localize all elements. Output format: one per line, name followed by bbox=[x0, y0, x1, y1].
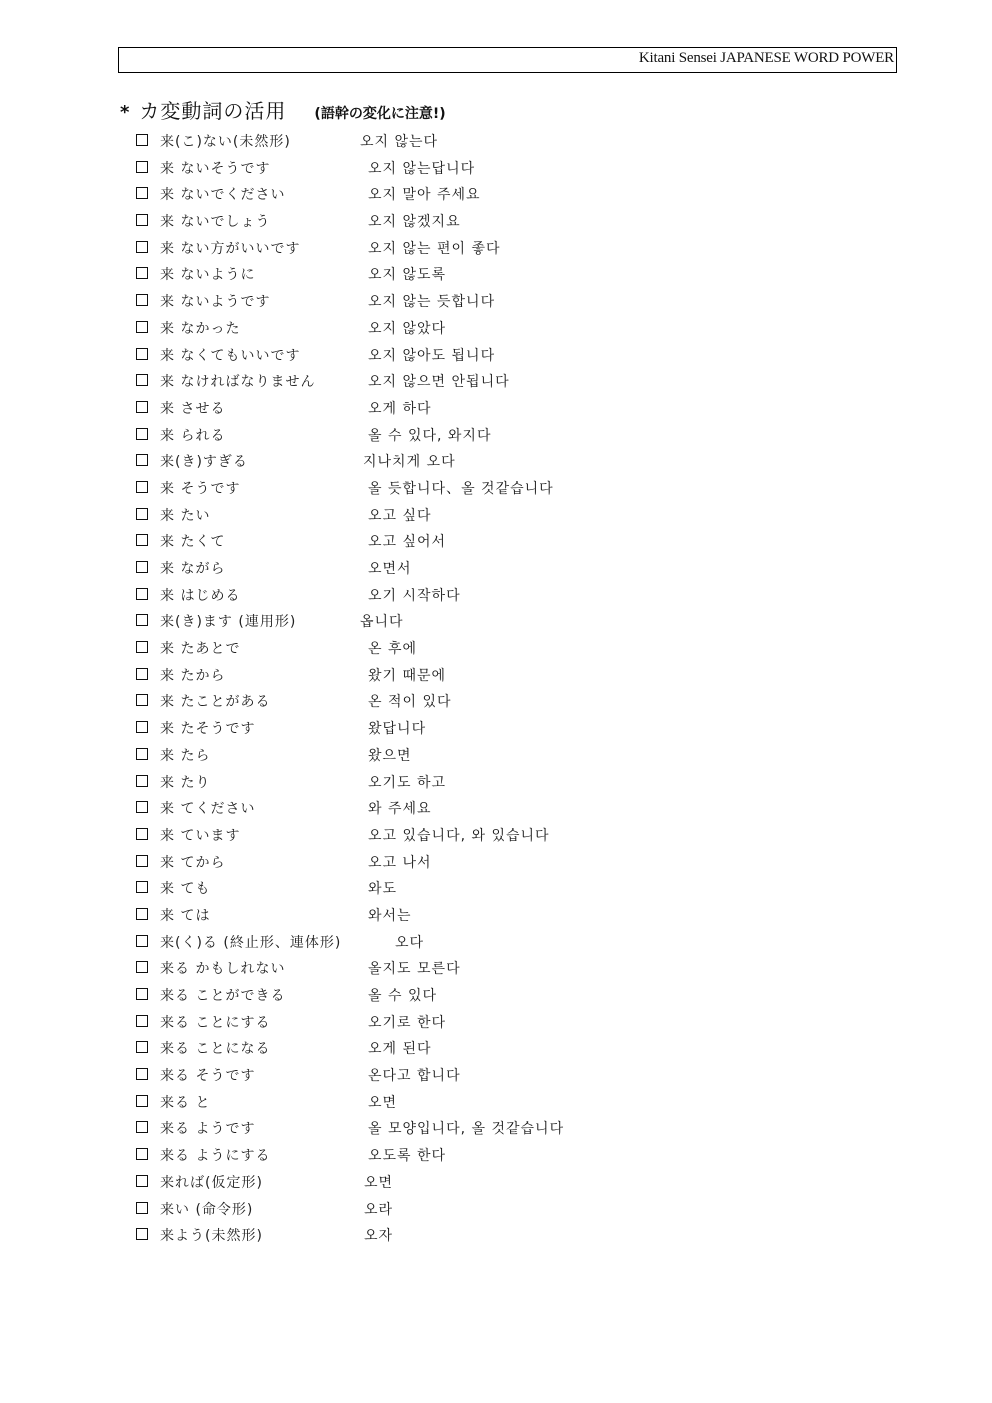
checkbox[interactable] bbox=[136, 508, 148, 520]
korean-meaning: 오지 않는 듯합니다 bbox=[368, 294, 496, 311]
list-item bbox=[136, 688, 696, 715]
list-item bbox=[136, 1009, 696, 1036]
checkbox[interactable] bbox=[136, 1202, 148, 1214]
korean-meaning: 오고 나서 bbox=[368, 854, 432, 871]
list-item bbox=[136, 368, 696, 395]
list-item bbox=[136, 1222, 696, 1249]
japanese-form: 来 たあとで bbox=[160, 641, 241, 658]
list-item bbox=[136, 1196, 696, 1223]
page-header bbox=[118, 47, 897, 73]
list-item bbox=[136, 982, 696, 1009]
list-item bbox=[136, 662, 696, 689]
list-item bbox=[136, 795, 696, 822]
checkbox[interactable] bbox=[136, 321, 148, 333]
japanese-form: 来 てください bbox=[160, 801, 256, 818]
japanese-form: 来よう(未然形) bbox=[160, 1228, 263, 1245]
checkbox[interactable] bbox=[136, 641, 148, 653]
japanese-form: 来る ことにする bbox=[160, 1014, 271, 1031]
korean-meaning: 오지 않는답니다 bbox=[368, 160, 476, 177]
list-item bbox=[136, 502, 696, 529]
list-item bbox=[136, 475, 696, 502]
japanese-form: 来 なくてもいいです bbox=[160, 347, 301, 364]
japanese-form: 来(き)すぎる bbox=[160, 454, 248, 471]
list-item bbox=[136, 128, 696, 155]
list-item bbox=[136, 342, 696, 369]
japanese-form: 来 たり bbox=[160, 774, 211, 791]
korean-meaning: 올지도 모른다 bbox=[368, 961, 461, 978]
korean-meaning: 올 듯합니다、올 것같습니다 bbox=[368, 480, 554, 497]
japanese-form: 来 させる bbox=[160, 400, 226, 417]
korean-meaning: 왔으면 bbox=[368, 747, 412, 764]
list-item bbox=[136, 208, 696, 235]
korean-meaning: 왔답니다 bbox=[368, 721, 427, 738]
japanese-form: 来 たい bbox=[160, 507, 211, 524]
list-item bbox=[136, 929, 696, 956]
korean-meaning: 오지 않도록 bbox=[368, 267, 447, 284]
checkbox[interactable] bbox=[136, 374, 148, 386]
korean-meaning: 지나치게 오다 bbox=[363, 454, 456, 471]
header-title: Kitani Sensei JAPANESE WORD POWER bbox=[638, 50, 894, 66]
korean-meaning: 옵니다 bbox=[360, 614, 404, 631]
checkbox[interactable] bbox=[136, 828, 148, 840]
korean-meaning: 온다고 합니다 bbox=[368, 1068, 461, 1085]
korean-meaning: 오면 bbox=[364, 1174, 394, 1191]
list-item bbox=[136, 875, 696, 902]
korean-meaning: 오지 않는다 bbox=[360, 134, 439, 150]
list-item bbox=[136, 288, 696, 315]
japanese-form: 来 ないでしょう bbox=[160, 214, 271, 231]
korean-meaning: 오지 않는 편이 좋다 bbox=[368, 240, 501, 257]
korean-meaning: 온 적이 있다 bbox=[368, 694, 452, 711]
korean-meaning: 오기도 하고 bbox=[368, 774, 447, 791]
korean-meaning: 오고 싶어서 bbox=[368, 534, 447, 551]
korean-meaning: 올 모양입니다, 올 것같습니다 bbox=[368, 1121, 565, 1138]
list-item bbox=[136, 1115, 696, 1142]
korean-meaning: 올 수 있다 bbox=[368, 988, 437, 1004]
korean-meaning: 오고 싶다 bbox=[368, 507, 432, 524]
korean-meaning: 오면서 bbox=[368, 561, 412, 577]
korean-meaning: 와도 bbox=[368, 881, 398, 898]
japanese-form: 来 なかった bbox=[160, 320, 241, 337]
japanese-form: 来(き)ます (連用形) bbox=[160, 614, 297, 631]
list-item bbox=[136, 715, 696, 742]
checkbox[interactable] bbox=[136, 1041, 148, 1053]
checkbox[interactable] bbox=[136, 481, 148, 493]
japanese-form: 来 たことがある bbox=[160, 694, 271, 711]
checkbox[interactable] bbox=[136, 721, 148, 733]
checkbox[interactable] bbox=[136, 881, 148, 893]
list-item bbox=[136, 822, 696, 849]
list-item bbox=[136, 742, 696, 769]
list-item bbox=[136, 1169, 696, 1196]
heading-bullet: * bbox=[120, 102, 130, 123]
list-item bbox=[136, 528, 696, 555]
korean-meaning: 왔기 때문에 bbox=[368, 667, 447, 684]
japanese-form: 来 ないようです bbox=[160, 294, 271, 311]
list-item bbox=[136, 422, 696, 449]
japanese-form: 来 ないでください bbox=[160, 187, 286, 204]
korean-meaning: 오게 하다 bbox=[368, 400, 432, 417]
japanese-form: 来る と bbox=[160, 1094, 211, 1111]
list-item bbox=[136, 315, 696, 342]
list-item bbox=[136, 769, 696, 796]
japanese-form: 来 ないように bbox=[160, 267, 256, 284]
list-item bbox=[136, 608, 696, 635]
japanese-form: 来 たら bbox=[160, 747, 211, 764]
list-item bbox=[136, 448, 696, 475]
japanese-form: 来 そうです bbox=[160, 480, 241, 497]
checkbox[interactable] bbox=[136, 668, 148, 680]
checkbox[interactable] bbox=[136, 161, 148, 173]
checkbox[interactable] bbox=[136, 348, 148, 360]
korean-meaning: 오도록 한다 bbox=[368, 1148, 447, 1165]
checkbox[interactable] bbox=[136, 801, 148, 813]
korean-meaning: 오지 않았다 bbox=[368, 320, 447, 337]
list-item bbox=[136, 155, 696, 182]
japanese-form: 来 ても bbox=[160, 881, 211, 898]
korean-meaning: 오다 bbox=[395, 934, 425, 951]
japanese-form: 来 たそうです bbox=[160, 721, 256, 738]
korean-meaning: 오지 않아도 됩니다 bbox=[368, 347, 496, 364]
korean-meaning: 올 수 있다, 와지다 bbox=[368, 427, 492, 444]
list-item bbox=[136, 1142, 696, 1169]
japanese-form: 来 ないそうです bbox=[160, 160, 271, 177]
checkbox[interactable] bbox=[136, 908, 148, 920]
japanese-form: 来 なければなりません bbox=[160, 374, 316, 391]
checkbox[interactable] bbox=[136, 428, 148, 440]
checkbox[interactable] bbox=[136, 1228, 148, 1240]
list-item bbox=[136, 849, 696, 876]
japanese-form: 来 られる bbox=[160, 427, 226, 444]
list-item bbox=[136, 181, 696, 208]
japanese-form: 来 たくて bbox=[160, 534, 226, 551]
japanese-form: 来る ようです bbox=[160, 1121, 256, 1138]
heading-title: カ変動詞の活用 bbox=[139, 99, 287, 123]
list-item bbox=[136, 555, 696, 582]
korean-meaning: 오게 된다 bbox=[368, 1041, 432, 1058]
korean-meaning: 오자 bbox=[364, 1228, 394, 1245]
checkbox[interactable] bbox=[136, 748, 148, 760]
korean-meaning: 오기로 한다 bbox=[368, 1014, 447, 1031]
japanese-form: 来る ようにする bbox=[160, 1148, 271, 1165]
checkbox[interactable] bbox=[136, 267, 148, 279]
heading-note: (語幹の変化に注意!) bbox=[314, 106, 446, 122]
checkbox[interactable] bbox=[136, 614, 148, 626]
korean-meaning: 오지 않겠지요 bbox=[368, 214, 461, 231]
checkbox[interactable] bbox=[136, 588, 148, 600]
japanese-form: 来れば(仮定形) bbox=[160, 1174, 263, 1191]
list-item bbox=[136, 902, 696, 929]
checkbox[interactable] bbox=[136, 187, 148, 199]
checkbox[interactable] bbox=[136, 134, 148, 146]
korean-meaning: 오라 bbox=[364, 1201, 394, 1218]
checkbox[interactable] bbox=[136, 1121, 148, 1133]
checkbox[interactable] bbox=[136, 1068, 148, 1080]
checkbox[interactable] bbox=[136, 1175, 148, 1187]
japanese-form: 来 ない方がいいです bbox=[160, 240, 301, 257]
list-item bbox=[136, 635, 696, 662]
checkbox[interactable] bbox=[136, 775, 148, 787]
japanese-form: 来い (命令形) bbox=[160, 1201, 254, 1218]
japanese-form: 来 はじめる bbox=[160, 587, 241, 604]
japanese-form: 来 ています bbox=[160, 827, 241, 844]
checkbox[interactable] bbox=[136, 988, 148, 1000]
list-item bbox=[136, 235, 696, 262]
korean-meaning: 온 후에 bbox=[368, 641, 418, 658]
japanese-form: 来 てから bbox=[160, 854, 226, 871]
japanese-form: 来 ては bbox=[160, 907, 211, 924]
checkbox[interactable] bbox=[136, 534, 148, 546]
list-item bbox=[136, 955, 696, 982]
list-item bbox=[136, 1035, 696, 1062]
list-item bbox=[136, 395, 696, 422]
checkbox[interactable] bbox=[136, 294, 148, 306]
korean-meaning: 와 주세요 bbox=[368, 801, 432, 818]
checkbox[interactable] bbox=[136, 561, 148, 573]
checkbox[interactable] bbox=[136, 1148, 148, 1160]
japanese-form: 来る そうです bbox=[160, 1068, 256, 1085]
checkbox[interactable] bbox=[136, 961, 148, 973]
checkbox[interactable] bbox=[136, 214, 148, 226]
checkbox[interactable] bbox=[136, 855, 148, 867]
japanese-form: 来 たから bbox=[160, 667, 226, 684]
checkbox[interactable] bbox=[136, 935, 148, 947]
checkbox[interactable] bbox=[136, 1095, 148, 1107]
korean-meaning: 오지 말아 주세요 bbox=[368, 187, 481, 204]
checkbox[interactable] bbox=[136, 454, 148, 466]
korean-meaning: 오면 bbox=[368, 1094, 398, 1111]
japanese-form: 来(こ)ない(未然形) bbox=[160, 134, 291, 150]
section-heading bbox=[120, 95, 446, 124]
japanese-form: 来る かもしれない bbox=[160, 961, 286, 978]
checkbox[interactable] bbox=[136, 241, 148, 253]
checkbox[interactable] bbox=[136, 694, 148, 706]
korean-meaning: 오고 있습니다, 와 있습니다 bbox=[368, 827, 550, 844]
japanese-form: 来(く)る (終止形、連体形) bbox=[160, 934, 342, 951]
japanese-form: 来る ことになる bbox=[160, 1041, 271, 1058]
korean-meaning: 오지 않으면 안됩니다 bbox=[368, 374, 510, 391]
checkbox[interactable] bbox=[136, 1015, 148, 1027]
conjugation-list bbox=[136, 128, 696, 1249]
list-item bbox=[136, 1062, 696, 1089]
checkbox[interactable] bbox=[136, 401, 148, 413]
list-item bbox=[136, 582, 696, 609]
korean-meaning: 와서는 bbox=[368, 907, 412, 924]
korean-meaning: 오기 시작하다 bbox=[368, 587, 461, 604]
japanese-form: 来る ことができる bbox=[160, 988, 286, 1004]
japanese-form: 来 ながら bbox=[160, 561, 226, 577]
list-item bbox=[136, 1089, 696, 1116]
list-item bbox=[136, 261, 696, 288]
